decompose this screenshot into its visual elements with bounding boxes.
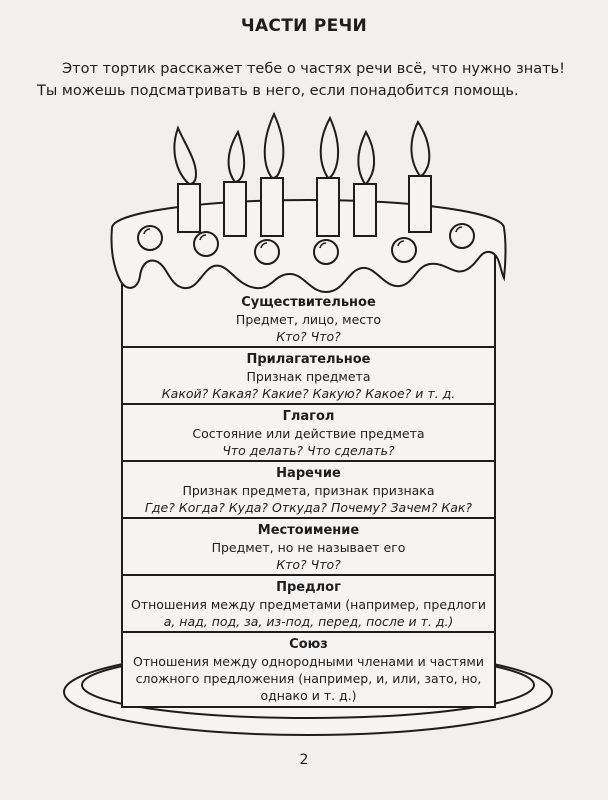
section-desc: Отношения между однородными членами и частями <box>133 654 484 669</box>
page-title: ЧАСТИ РЕЧИ <box>240 16 368 36</box>
parts-of-speech-list <box>122 291 495 703</box>
section-name: Союз <box>289 637 328 652</box>
section-noun <box>122 291 495 348</box>
section-questions: Что делать? Что сделать? <box>222 443 395 458</box>
section-name: Существительное <box>241 295 376 310</box>
section-desc: Состояние или действие предмета <box>192 426 425 441</box>
intro-line-2: Ты можешь подсматривать в него, если понадобится помощь. <box>37 83 519 99</box>
section-name: Местоимение <box>257 523 360 538</box>
section-questions: Где? Когда? Куда? Откуда? Почему? Зачем? Как? <box>144 500 473 515</box>
section-questions: Какой? Какая? Какие? Какую? Какое? и т. д. <box>161 386 456 401</box>
flames <box>174 114 429 184</box>
section-verb <box>122 405 495 462</box>
section-name: Предлог <box>276 580 341 595</box>
section-desc-line-3: однако и т. д.) <box>260 688 357 703</box>
section-name: Прилагательное <box>246 352 371 367</box>
section-pronoun <box>122 519 495 576</box>
section-desc: Признак предмета, признак признака <box>182 483 435 498</box>
intro-line-1: Этот тортик расскажет тебе о частях речи всё, что нужно знать! <box>62 61 565 77</box>
section-desc: Признак предмета <box>246 369 371 384</box>
section-questions: а, над, под, за, из-под, перед, после и т. д.) <box>163 614 454 629</box>
section-questions: Кто? Что? <box>276 329 341 344</box>
section-desc: Предмет, но не называет его <box>211 540 406 555</box>
section-conjunction <box>122 633 495 703</box>
section-name: Глагол <box>282 409 335 424</box>
section-preposition <box>122 576 495 633</box>
section-name: Наречие <box>276 466 341 481</box>
section-desc: Отношения между предметами (например, предлоги <box>131 597 486 612</box>
section-questions: Кто? Что? <box>276 557 341 572</box>
section-desc-line-2: сложного предложения (например, и, или, зато, но, <box>135 671 482 686</box>
section-desc: Предмет, лицо, место <box>235 312 382 327</box>
section-adjective <box>122 348 495 405</box>
section-adverb <box>122 462 495 519</box>
page-number: 2 <box>299 752 309 768</box>
